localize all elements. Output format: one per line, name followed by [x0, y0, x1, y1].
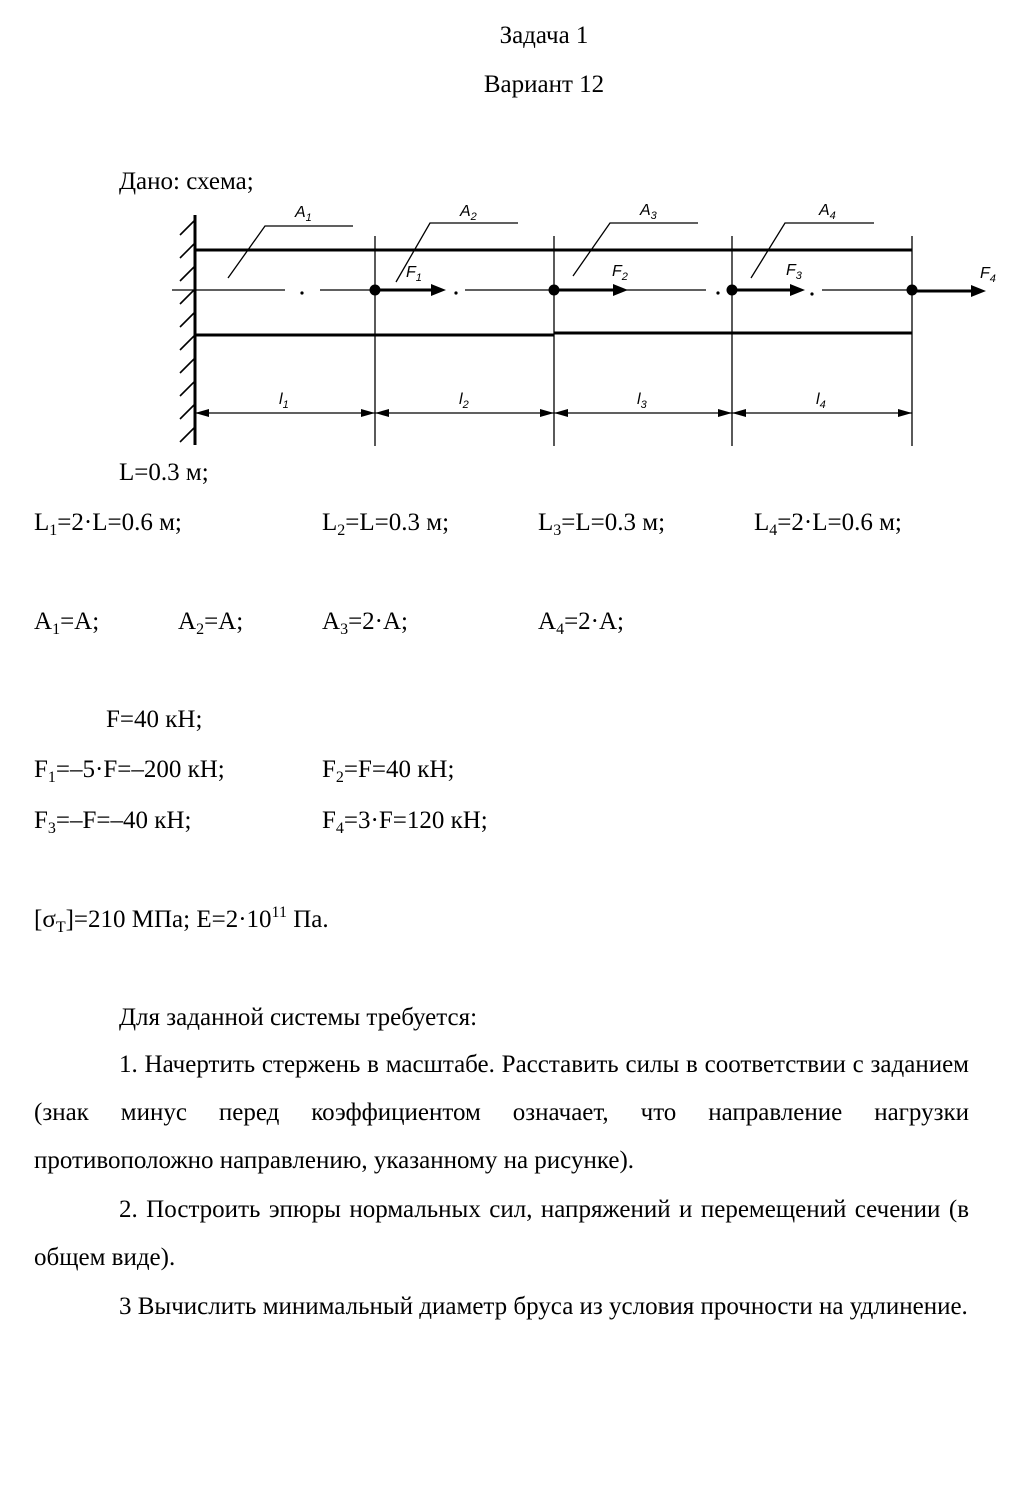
force-3: $F_3=-F=-40$ кН;	[34, 807, 192, 837]
force-arrow-1	[375, 284, 446, 296]
requirement-3: 3 Вычислить минимальный диаметр бруса из условия прочности на удлинение.	[119, 1293, 968, 1320]
length-label-2: $l_2$	[459, 391, 469, 411]
force-label-2: $F_2$	[612, 263, 628, 283]
area-label-1: $A_1$	[295, 204, 312, 224]
force-label-4: $F_4$	[980, 265, 996, 285]
force-1: $F_1=-5\cdot F=-200$ кН;	[34, 756, 225, 786]
task-title: Задача 1	[499, 22, 589, 49]
force-arrow-4	[912, 285, 986, 297]
area-label-2: $A_2$	[460, 203, 477, 223]
area-3: $A_3=2\cdot A$;	[322, 608, 408, 638]
length-1: $L_1=2\cdot L=0.6$ м;	[34, 509, 182, 539]
base-force: F=40 кН;	[106, 706, 203, 733]
length-2: $L_2=L=0.3$ м;	[322, 509, 450, 539]
length-label-1: $l_1$	[279, 391, 289, 411]
force-arrow-3	[732, 284, 805, 296]
length-4: $L_4=2\cdot L=0.6$ м;	[754, 509, 902, 539]
length-label-4: $l_4$	[816, 391, 826, 411]
area-4: $A_4=2\cdot A$;	[538, 608, 624, 638]
requirement-1: 1. Начертить стержень в масштабе. Расставить силы в соответствии с заданием (знак минус перед коэффициентом означает, что направление нагрузки противоположно направлению, указанному на рисунке).	[34, 1051, 969, 1174]
force-2: $F_2=F=40$ кН;	[322, 756, 455, 786]
requirements-intro: Для заданной системы требуется:	[119, 1004, 478, 1031]
length-3: $L_3=L=0.3$ м;	[538, 509, 666, 539]
force-label-1: $F_1$	[406, 264, 422, 284]
base-length: L=0.3 м;	[119, 459, 209, 486]
variant-title: Вариант 12	[483, 71, 605, 98]
beam-diagram	[0, 195, 1011, 455]
area-leaders	[228, 223, 874, 282]
material-properties: $[\sigma_T]=210$ МПа; $E=2\cdot 10^{11}$ Па.	[34, 904, 329, 936]
area-2: $A_2=A$;	[178, 608, 244, 638]
area-1: $A_1=A$;	[34, 608, 100, 638]
force-arrow-2	[554, 284, 628, 296]
area-label-4: $A_4$	[819, 202, 836, 222]
force-label-3: $F_3$	[786, 262, 802, 282]
force-4: $F_4=3\cdot F=120$ кН;	[322, 807, 488, 837]
requirement-2: 2. Построить эпюры нормальных сил, напряжений и перемещений сечении (в общем виде).	[34, 1196, 969, 1271]
area-label-3: $A_3$	[640, 202, 657, 222]
length-label-3: $l_3$	[637, 391, 647, 411]
given-label: Дано: схема;	[119, 168, 254, 195]
wall-hatching	[180, 220, 195, 442]
